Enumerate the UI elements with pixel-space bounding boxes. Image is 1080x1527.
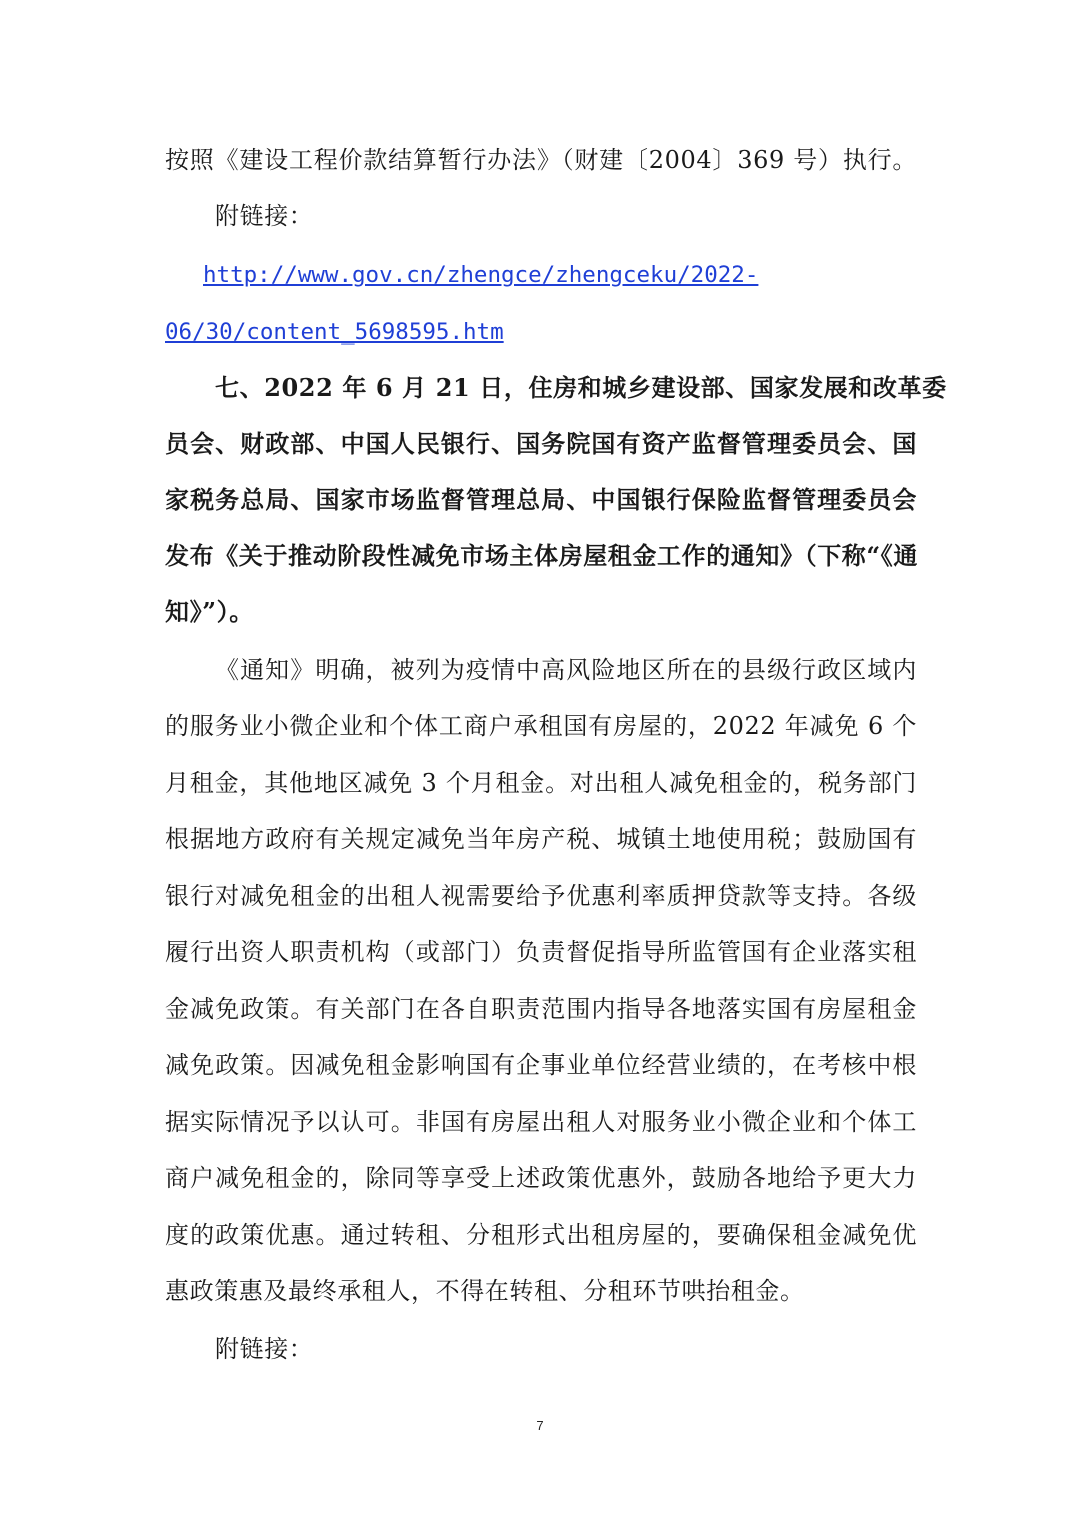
- section-seven-line: 员会、财政部、中国人民银行、国务院国有资产监督管理委员会、国: [165, 429, 917, 458]
- paragraph-line: 按照《建设工程价款结算暂行办法》（财建〔2004〕369 号）执行。: [165, 146, 917, 174]
- notice-paragraph-line: 减免政策。因减免租金影响国有企事业单位经营业绩的，在考核中根: [165, 1051, 917, 1079]
- attachment-link-part1[interactable]: http://www.gov.cn/zhengce/zhengceku/2022-: [203, 262, 759, 288]
- notice-paragraph-line: 银行对减免租金的出租人视需要给予优惠利率质押贷款等支持。各级: [165, 882, 917, 910]
- notice-paragraph-line: 月租金，其他地区减免 3 个月租金。对出租人减免租金的，税务部门: [165, 769, 917, 797]
- page-number: 7: [536, 1418, 544, 1433]
- notice-paragraph-line: 商户减免租金的，除同等享受上述政策优惠外，鼓励各地给予更大力: [165, 1164, 917, 1192]
- section-seven-line: 七、2022 年 6 月 21 日，住房和城乡建设部、国家发展和改革委: [215, 373, 947, 402]
- notice-paragraph-line: 履行出资人职责机构（或部门）负责督促指导所监管国有企业落实租: [165, 938, 917, 966]
- notice-paragraph-line: 惠政策惠及最终承租人，不得在转租、分租环节哄抬租金。: [165, 1277, 805, 1305]
- notice-paragraph-line: 的服务业小微企业和个体工商户承租国有房屋的，2022 年减免 6 个: [165, 712, 917, 740]
- notice-paragraph-line: 《通知》明确，被列为疫情中高风险地区所在的县级行政区域内: [215, 656, 917, 684]
- notice-paragraph-line: 金减免政策。有关部门在各自职责范围内指导各地落实国有房屋租金: [165, 995, 917, 1023]
- section-seven-line: 发布《关于推动阶段性减免市场主体房屋租金工作的通知》（下称“《通: [165, 541, 919, 570]
- notice-paragraph-line: 根据地方政府有关规定减免当年房产税、城镇土地使用税；鼓励国有: [165, 825, 917, 853]
- attachment-label: 附链接：: [215, 1335, 314, 1363]
- notice-paragraph-line: 据实际情况予以认可。非国有房屋出租人对服务业小微企业和个体工: [165, 1108, 917, 1136]
- section-seven-line: 家税务总局、国家市场监督管理总局、中国银行保险监督管理委员会: [165, 485, 917, 514]
- attachment-link-part2[interactable]: 06/30/content_5698595.htm: [165, 319, 504, 345]
- section-seven-line: 知》”）。: [165, 597, 254, 626]
- attachment-label: 附链接：: [215, 202, 314, 230]
- notice-paragraph-line: 度的政策优惠。通过转租、分租形式出租房屋的，要确保租金减免优: [165, 1221, 917, 1249]
